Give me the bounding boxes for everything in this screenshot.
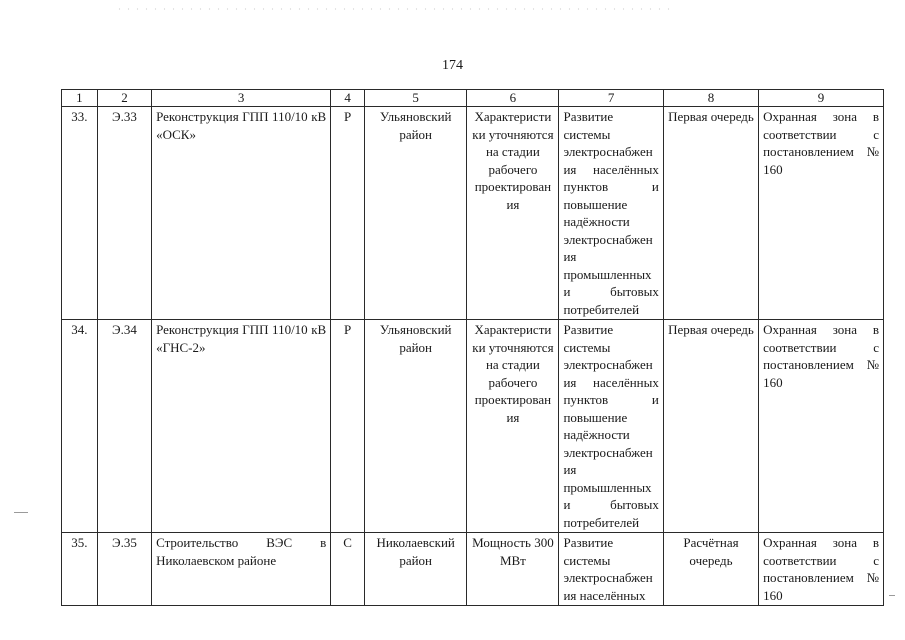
cell-zone-text: Охранная зона в соответствии с постановлением № 160 — [763, 109, 879, 177]
col-header-8: 8 — [663, 90, 758, 107]
cell-characteristics-text: Характеристики уточняются на стадии рабочего проектирования — [472, 109, 554, 212]
col-header-2: 2 — [97, 90, 151, 107]
table-row — [62, 320, 884, 533]
cell-code: Э.34 — [97, 320, 151, 533]
scan-mark — [889, 595, 895, 596]
objects-table — [61, 89, 884, 606]
header-row — [62, 90, 884, 107]
cell-name — [152, 107, 331, 320]
cell-priority: Первая очередь — [663, 107, 758, 320]
cell-purpose-text: Развитие системы электроснабжения населённых — [563, 535, 653, 603]
cell-code: Э.35 — [97, 533, 151, 606]
cell-zone — [759, 107, 884, 320]
cell-code: Э.33 — [97, 107, 151, 320]
cell-district: Николаевский район — [364, 533, 466, 606]
cell-characteristics — [467, 320, 559, 533]
cell-number: 34. — [62, 320, 98, 533]
cell-characteristics-text: Мощность 300 МВт — [472, 535, 554, 568]
cell-purpose — [559, 533, 663, 606]
page-number: 174 — [442, 58, 463, 73]
cell-district: Ульяновский район — [364, 107, 466, 320]
cell-characteristics — [467, 107, 559, 320]
table-row — [62, 107, 884, 320]
cell-characteristics-text: Характеристики уточняются на стадии рабочего проектирования — [472, 322, 554, 425]
cell-zone-text: Охранная зона в соответствии с постановлением № 160 — [763, 322, 879, 390]
cell-purpose-text: Развитие системы электроснабжения населённых пунктов и повышение надёжности электроснабжения промышленных и бытовых потребителей — [563, 109, 659, 317]
cell-characteristics — [467, 533, 559, 606]
cell-purpose-text: Развитие системы электроснабжения населённых пунктов и повышение надёжности электроснабжения промышленных и бытовых потребителей — [563, 322, 659, 530]
col-header-3: 3 — [152, 90, 331, 107]
cell-number: 35. — [62, 533, 98, 606]
cell-type: Р — [331, 320, 365, 533]
col-header-7: 7 — [559, 90, 663, 107]
cell-purpose — [559, 320, 663, 533]
scan-artifact — [115, 8, 675, 10]
cell-number: 33. — [62, 107, 98, 320]
scan-mark — [14, 512, 28, 513]
cell-name-text: Реконструкция ГПП 110/10 кВ «ГНС-2» — [156, 322, 327, 355]
col-header-1: 1 — [62, 90, 98, 107]
cell-name-text: Строительство ВЭС в Николаевском районе — [156, 535, 327, 568]
cell-zone — [759, 533, 884, 606]
cell-priority: Первая очередь — [663, 320, 758, 533]
col-header-4: 4 — [331, 90, 365, 107]
cell-priority: Расчётная очередь — [663, 533, 758, 606]
cell-name — [152, 533, 331, 606]
col-header-6: 6 — [467, 90, 559, 107]
cell-zone-text: Охранная зона в соответствии с постановлением № 160 — [763, 535, 879, 603]
table-row — [62, 533, 884, 606]
cell-name — [152, 320, 331, 533]
cell-type: Р — [331, 107, 365, 320]
cell-name-text: Реконструкция ГПП 110/10 кВ «ОСК» — [156, 109, 327, 142]
cell-type: С — [331, 533, 365, 606]
col-header-5: 5 — [364, 90, 466, 107]
cell-purpose — [559, 107, 663, 320]
col-header-9: 9 — [759, 90, 884, 107]
cell-district: Ульяновский район — [364, 320, 466, 533]
cell-zone — [759, 320, 884, 533]
